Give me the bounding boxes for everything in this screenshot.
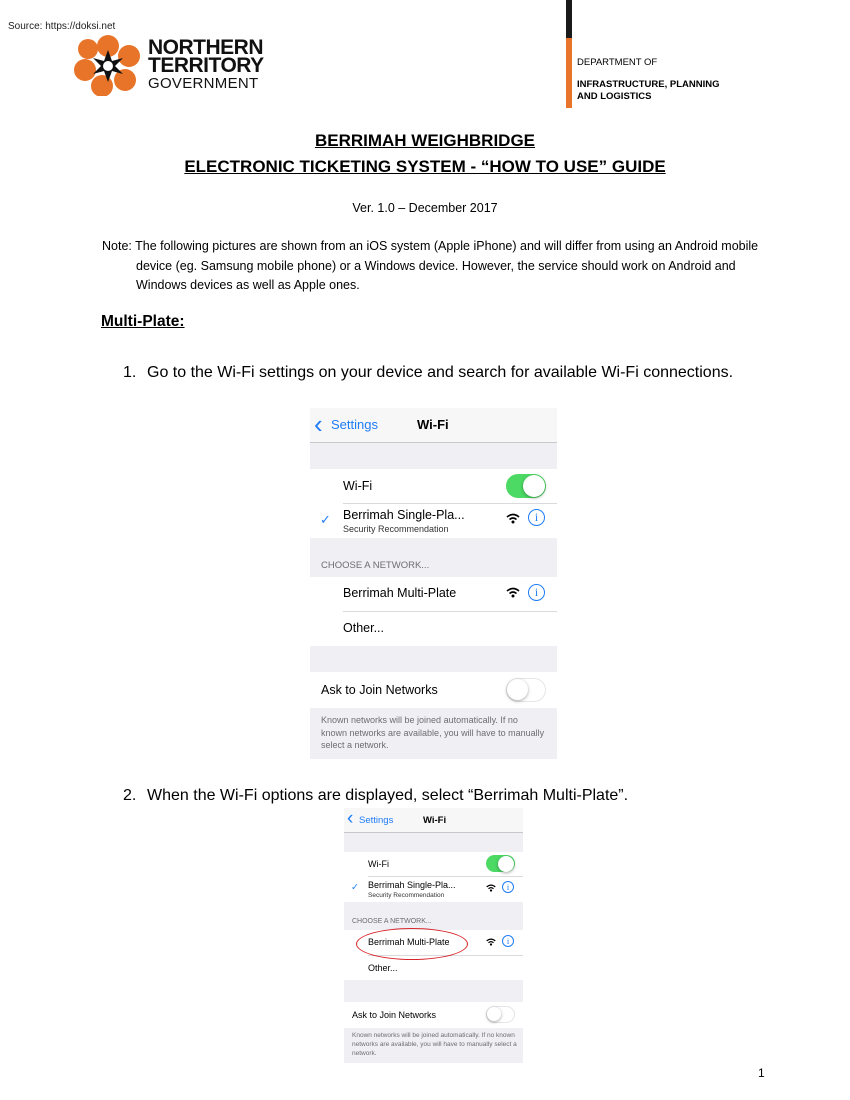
header-divider-orange bbox=[566, 38, 572, 108]
info-icon[interactable]: i bbox=[502, 935, 514, 947]
choose-network-header: CHOOSE A NETWORK... bbox=[352, 918, 432, 925]
wifi-screenshot-2 bbox=[344, 808, 523, 1063]
step-1-text: Go to the Wi-Fi settings on your device and search for available Wi-Fi connections. bbox=[147, 364, 734, 381]
nav-bar bbox=[310, 408, 557, 443]
flower-logo-icon bbox=[72, 34, 144, 96]
connected-network-subtitle: Security Recommendation bbox=[368, 892, 445, 899]
wifi-label: Wi-Fi bbox=[368, 859, 389, 869]
wifi-signal-icon bbox=[486, 884, 496, 892]
wifi-toggle[interactable] bbox=[486, 855, 515, 872]
ask-to-join-footer: Known networks will be joined automatically. If no known networks are available, you will have to manually select a network. bbox=[352, 1032, 517, 1057]
logo-line3: GOVERNMENT bbox=[148, 75, 259, 92]
nav-title: Wi-Fi bbox=[417, 417, 449, 432]
ask-to-join-label: Ask to Join Networks bbox=[321, 683, 438, 697]
step-2 bbox=[123, 787, 628, 805]
section-heading: Multi-Plate: bbox=[101, 313, 185, 330]
ask-to-join-toggle[interactable] bbox=[506, 678, 546, 702]
department-label bbox=[577, 57, 720, 103]
nt-government-logo bbox=[72, 34, 272, 96]
wifi-group bbox=[344, 852, 523, 902]
network-multi-plate[interactable]: Berrimah Multi-Plate bbox=[368, 937, 450, 947]
step-2-number: 2. bbox=[123, 787, 137, 804]
document-title-line2: ELECTRONIC TICKETING SYSTEM - “HOW TO USE” GUIDE bbox=[184, 157, 666, 176]
info-icon[interactable]: i bbox=[528, 509, 545, 526]
logo-line2: TERRITORY bbox=[148, 54, 264, 77]
wifi-signal-icon bbox=[486, 938, 496, 946]
ask-to-join-label: Ask to Join Networks bbox=[352, 1010, 437, 1020]
network-multi-plate[interactable]: Berrimah Multi-Plate bbox=[343, 586, 457, 600]
source-url: Source: https://doksi.net bbox=[8, 21, 116, 32]
wifi-screenshot-1 bbox=[310, 408, 557, 759]
department-line2: INFRASTRUCTURE, PLANNING bbox=[577, 79, 720, 90]
connected-network-name[interactable]: Berrimah Single-Pla... bbox=[368, 880, 456, 890]
ask-to-join-footer: Known networks will be joined automatically. If no known networks are available, you will have to manually select a network. bbox=[321, 715, 545, 750]
checkmark-icon: ✓ bbox=[351, 882, 359, 893]
document-title-line1: BERRIMAH WEIGHBRIDGE bbox=[314, 131, 536, 150]
logo-line1: NORTHERN bbox=[148, 36, 263, 59]
checkmark-icon: ✓ bbox=[320, 512, 331, 527]
connected-network-subtitle: Security Recommendation bbox=[343, 524, 449, 534]
wifi-toggle[interactable] bbox=[506, 474, 546, 498]
step-2-text: When the Wi-Fi options are displayed, select “Berrimah Multi-Plate”. bbox=[147, 787, 629, 804]
back-chevron-icon[interactable]: ‹ bbox=[347, 808, 354, 829]
department-line1: DEPARTMENT OF bbox=[577, 57, 658, 68]
nav-title: Wi-Fi bbox=[423, 815, 447, 826]
info-icon[interactable]: i bbox=[528, 584, 545, 601]
note-text: Note: The following pictures are shown from an iOS system (Apple iPhone) and will differ from using an Android mobile device (eg. Samsung mobile phone) or a Windows device. However, the service should work on Android and Windows devices as well as Apple ones. bbox=[102, 239, 759, 292]
nav-bar bbox=[344, 808, 523, 833]
choose-network-header: CHOOSE A NETWORK... bbox=[321, 560, 430, 571]
wifi-label: Wi-Fi bbox=[343, 479, 373, 493]
page-number: 1 bbox=[758, 1066, 765, 1080]
wifi-group bbox=[310, 469, 557, 538]
wifi-signal-icon bbox=[506, 587, 520, 598]
info-icon[interactable]: i bbox=[502, 881, 514, 893]
ask-to-join-toggle[interactable] bbox=[486, 1006, 515, 1023]
department-line3: AND LOGISTICS bbox=[577, 91, 652, 102]
network-other[interactable]: Other... bbox=[343, 621, 384, 635]
logo-wordmark bbox=[148, 36, 264, 93]
connected-network-name[interactable]: Berrimah Single-Pla... bbox=[343, 508, 465, 522]
highlight-ellipse bbox=[356, 928, 468, 960]
ask-join-row bbox=[344, 1002, 523, 1028]
header-divider-black bbox=[566, 0, 572, 38]
settings-back-link[interactable]: Settings bbox=[331, 417, 378, 432]
network-other[interactable]: Other... bbox=[368, 963, 398, 973]
version-text: Ver. 1.0 – December 2017 bbox=[352, 201, 498, 215]
step-1 bbox=[123, 364, 733, 382]
ask-join-row bbox=[310, 672, 557, 708]
note-paragraph bbox=[102, 237, 762, 296]
step-1-number: 1. bbox=[123, 364, 137, 381]
settings-back-link[interactable]: Settings bbox=[359, 815, 394, 826]
back-chevron-icon[interactable]: ‹ bbox=[314, 409, 323, 439]
network-list bbox=[310, 577, 557, 646]
wifi-signal-icon bbox=[506, 513, 520, 524]
